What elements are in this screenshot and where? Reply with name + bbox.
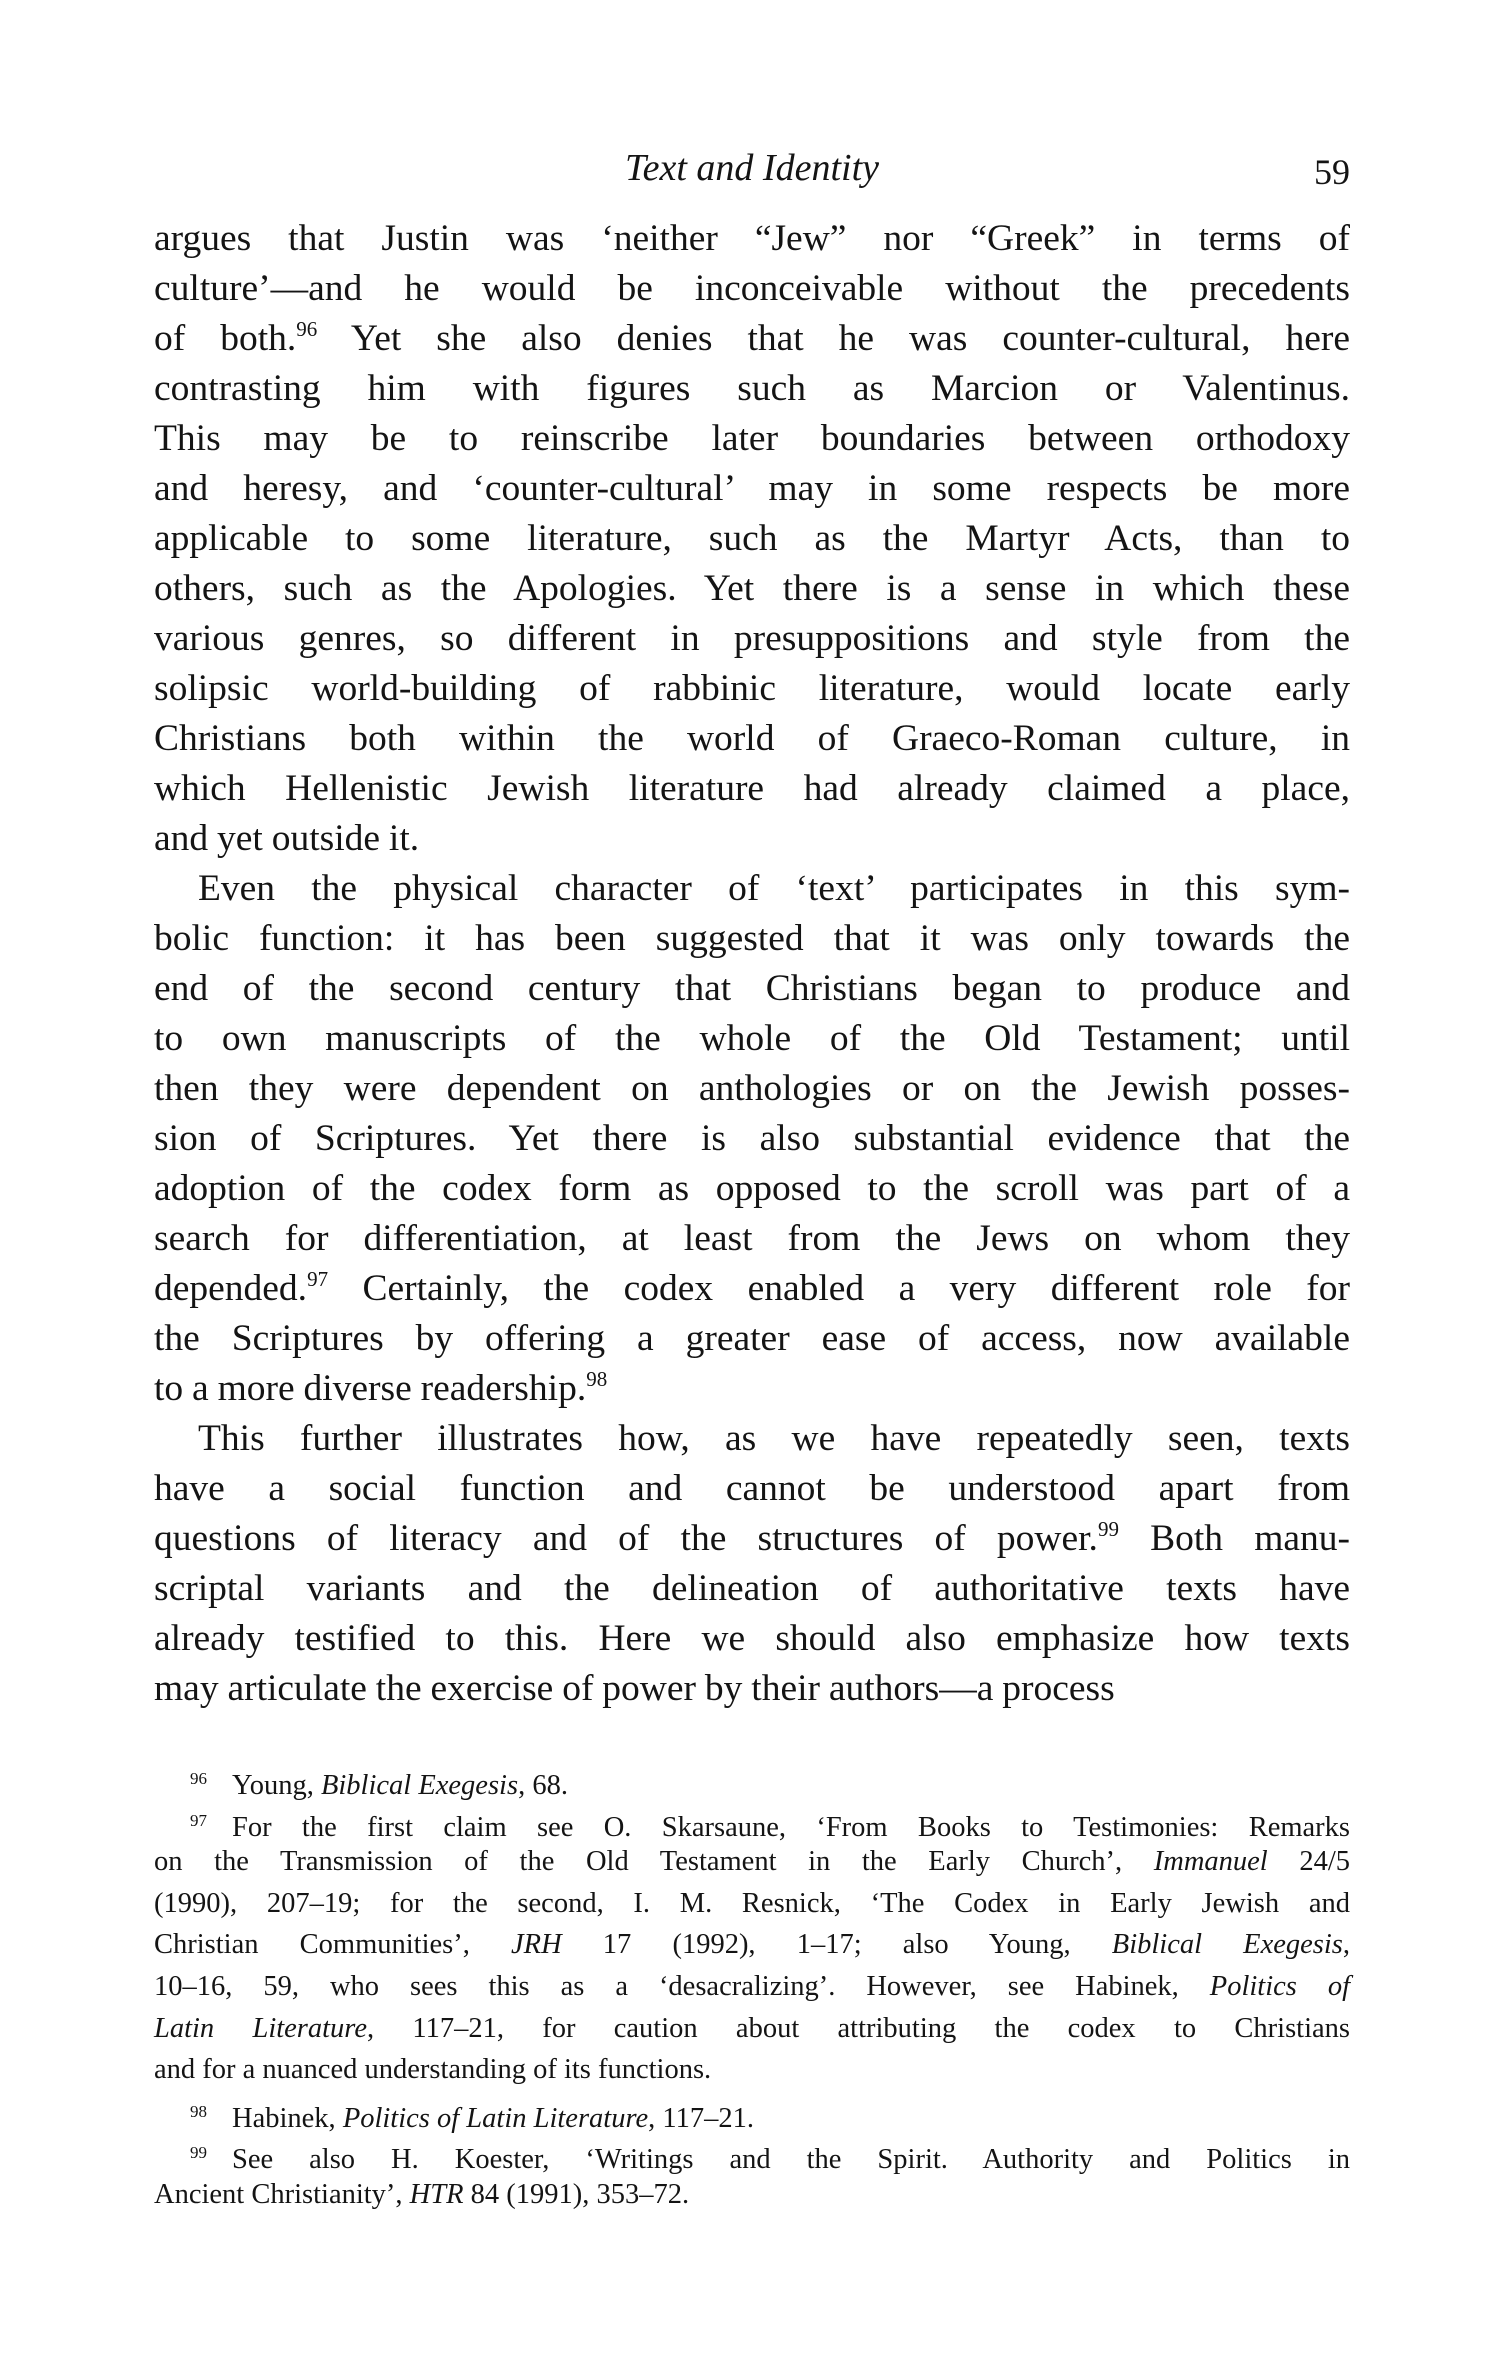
paragraph: [154, 1414, 1350, 1714]
italic-title: Politics of Latin Literature: [342, 2102, 649, 2134]
footnote-line: [154, 2091, 1350, 2133]
text-line: [154, 1364, 1350, 1414]
italic-title: Biblical Exegesis: [320, 1770, 519, 1801]
footnote-line: [154, 2132, 1350, 2174]
footnote-reference[interactable]: 97: [307, 1267, 329, 1291]
text-run: Young,: [232, 1770, 321, 1801]
text-line: others, such as the Apologies. Yet there is a sense in which these: [154, 568, 1350, 609]
text-line: adoption of the codex form as opposed to the scroll was part of a: [154, 1168, 1350, 1209]
text-line: and heresy, and ‘counter-cultural’ may in some respects be more: [154, 468, 1350, 509]
footnote-reference[interactable]: 98: [586, 1367, 608, 1391]
text-run: ,: [1342, 1929, 1351, 1961]
text-line: Even the physical character of ‘text’ participates in this sym-: [198, 868, 1350, 909]
text-run: of both.: [154, 318, 297, 359]
italic-title: Biblical Exegesis: [1111, 1929, 1343, 1961]
text-run: questions of literacy and of the structures of power.: [154, 1518, 1098, 1559]
text-run: 24/5: [1267, 1846, 1351, 1878]
text-line: [154, 314, 1350, 364]
text-run: Christian Communities’,: [154, 1929, 512, 1961]
text-line: to own manuscripts of the whole of the Old Testament; until: [154, 1018, 1350, 1059]
text-run: depended.: [154, 1268, 308, 1309]
text-run: and for a nuanced understanding of its functions.: [154, 2054, 712, 2086]
footnote-reference[interactable]: 96: [296, 317, 318, 341]
text-run: , 117–21.: [648, 2102, 754, 2134]
text-line: argues that Justin was ‘neither “Jew” nor “Greek” in terms of: [154, 218, 1350, 259]
text-run: For the first claim see O. Skarsaune, ‘From Books to Testimonies: Remarks: [232, 1811, 1350, 1843]
text-line: already testified to this. Here we should also emphasize how texts: [154, 1618, 1350, 1659]
italic-title: HTR: [409, 2178, 464, 2210]
text-run: on the Transmission of the Old Testament in the Early Church’,: [154, 1846, 1154, 1878]
footnote-line: [154, 1841, 1350, 1883]
text-line: contrasting him with figures such as Marcion or Valentinus.: [154, 368, 1350, 409]
text-line: [154, 1264, 1350, 1314]
footnote-98: [154, 2091, 1350, 2133]
text-line: Christians both within the world of Graeco-Roman culture, in: [154, 718, 1350, 759]
text-line: culture’—and he would be inconceivable without the precedents: [154, 268, 1350, 309]
text-line: bolic function: it has been suggested that it was only towards the: [154, 918, 1350, 959]
footnotes: [154, 1758, 1350, 2216]
page-number: 59: [1314, 152, 1350, 192]
running-head: [154, 140, 1350, 196]
footnote-number: 98: [190, 2101, 207, 2121]
footnote-line: [154, 2174, 1350, 2216]
footnote-96: [154, 1758, 1350, 1800]
text-line: have a social function and cannot be understood apart from: [154, 1468, 1350, 1509]
footnote-reference[interactable]: 99: [1097, 1517, 1119, 1541]
text-line: solipsic world-building of rabbinic literature, would locate early: [154, 668, 1350, 709]
text-run: Yet she also denies that he was counter-cultural, here: [317, 318, 1350, 359]
text-run: 17 (1992), 1–17; also Young,: [561, 1929, 1112, 1961]
text-run: Both manu-: [1118, 1518, 1351, 1559]
text-line: sion of Scriptures. Yet there is also substantial evidence that the: [154, 1118, 1350, 1159]
paragraph: [154, 214, 1350, 864]
footnote-line: [154, 1758, 1350, 1800]
text-run: Habinek,: [232, 2102, 343, 2134]
paragraph: [154, 864, 1350, 1414]
text-line: and yet outside it.: [154, 818, 420, 859]
italic-title: Latin Literature: [154, 2012, 367, 2044]
text-run: See also H. Koester, ‘Writings and the Spirit. Authority and Politics in: [232, 2144, 1350, 2176]
text-line: end of the second century that Christians began to produce and: [154, 968, 1350, 1009]
footnote-line: [154, 1883, 1350, 1925]
footnote-line: [154, 2049, 1350, 2091]
text-line: This further illustrates how, as we have repeatedly seen, texts: [198, 1418, 1350, 1459]
text-line: This may be to reinscribe later boundaries between orthodoxy: [154, 418, 1350, 459]
footnote-line: [154, 1966, 1350, 2008]
text-line: [154, 1514, 1350, 1564]
text-run: (1990), 207–19; for the second, I. M. Resnick, ‘The Codex in Early Jewish and: [154, 1887, 1350, 1919]
running-title: Text and Identity: [625, 147, 879, 189]
text-run: Ancient Christianity’,: [154, 2178, 410, 2210]
text-line: which Hellenistic Jewish literature had already claimed a place,: [154, 768, 1350, 809]
footnote-line: [154, 1924, 1350, 1966]
text-line: scriptal variants and the delineation of authoritative texts have: [154, 1568, 1350, 1609]
text-line: search for differentiation, at least from the Jews on whom they: [154, 1218, 1350, 1259]
text-run: , 117–21, for caution about attributing the codex to Christians: [367, 2012, 1350, 2044]
text-run: 84 (1991), 353–72.: [463, 2178, 690, 2210]
footnote-number: 99: [190, 2143, 207, 2163]
footnote-line: [154, 1800, 1350, 1842]
text-run: to a more diverse readership.: [154, 1368, 587, 1409]
text-run: , 68.: [518, 1770, 568, 1801]
footnote-line: [154, 2008, 1350, 2050]
italic-title: Immanuel: [1153, 1846, 1268, 1878]
text-line: then they were dependent on anthologies or on the Jewish posses-: [154, 1068, 1350, 1109]
footnote-number: 97: [190, 1810, 207, 1830]
text-run: 10–16, 59, who sees this as a ‘desacralizing’. However, see Habinek,: [154, 1970, 1210, 2002]
text-run: Certainly, the codex enabled a very different role for: [328, 1268, 1350, 1309]
text-line: may articulate the exercise of power by their authors—a process: [154, 1668, 1115, 1709]
footnote-number: 96: [190, 1769, 207, 1788]
footnote-97: [154, 1800, 1350, 2091]
text-line: the Scriptures by offering a greater ease of access, now available: [154, 1318, 1350, 1359]
italic-title: JRH: [511, 1929, 562, 1961]
footnote-99: [154, 2132, 1350, 2215]
italic-title: Politics of: [1209, 1970, 1350, 2002]
text-line: applicable to some literature, such as the Martyr Acts, than to: [154, 518, 1350, 559]
body-text: [154, 214, 1350, 1714]
text-line: various genres, so different in presuppositions and style from the: [154, 618, 1350, 659]
